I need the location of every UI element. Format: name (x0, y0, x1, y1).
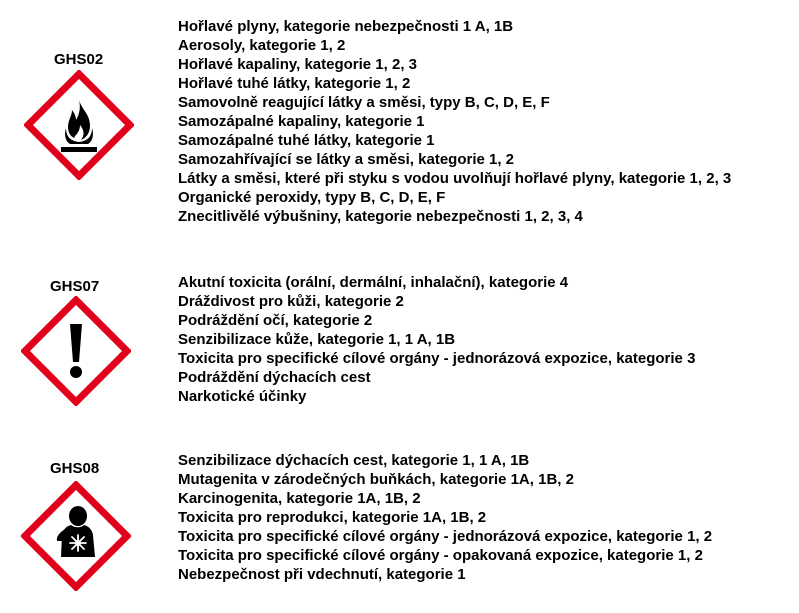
list-item: Aerosoly, kategorie 1, 2 (178, 37, 346, 54)
list-item: Znecitlivělé výbušniny, kategorie nebezpečnosti 1, 2, 3, 4 (178, 208, 583, 225)
list-item: Senzibilizace dýchacích cest, kategorie 1, 1 A, 1B (178, 452, 530, 469)
ghs07-item-list (178, 273, 695, 406)
list-item: Toxicita pro reprodukci, kategorie 1A, 1B, 2 (178, 509, 487, 526)
list-item: Dráždivost pro kůži, kategorie 2 (178, 293, 404, 310)
list-item: Podráždění dýchacích cest (178, 369, 371, 386)
list-item: Mutagenita v zárodečných buňkách, kategorie 1A, 1B, 2 (178, 471, 574, 488)
list-item: Toxicita pro specifické cílové orgány - opakovaná expozice, kategorie 1, 2 (178, 547, 703, 564)
list-item: Organické peroxidy, typy B, C, D, E, F (178, 189, 446, 206)
list-item: Samozápalné kapaliny, kategorie 1 (178, 113, 425, 130)
list-item: Podráždění očí, kategorie 2 (178, 312, 373, 329)
list-item: Samozápalné tuhé látky, kategorie 1 (178, 132, 435, 149)
list-item: Nebezpečnost při vdechnutí, kategorie 1 (178, 566, 466, 583)
list-item: Karcinogenita, kategorie 1A, 1B, 2 (178, 490, 421, 507)
ghs07-code: GHS07 (50, 278, 100, 295)
list-item: Samozahřívající se látky a směsi, kategorie 1, 2 (178, 151, 515, 168)
ghs08-code: GHS08 (50, 460, 100, 477)
exclamation-mark-icon (21, 296, 131, 406)
ghs08-item-list (178, 451, 712, 584)
list-item: Hořlavé kapaliny, kategorie 1, 2, 3 (178, 56, 418, 73)
list-item: Narkotické účinky (178, 388, 307, 405)
flame-icon (24, 70, 134, 180)
ghs02-item-list (178, 17, 731, 226)
list-item: Hořlavé plyny, kategorie nebezpečnosti 1 A, 1B (178, 18, 514, 35)
list-item: Senzibilizace kůže, kategorie 1, 1 A, 1B (178, 331, 456, 348)
list-item: Samovolně reagující látky a směsi, typy B, C, D, E, F (178, 94, 550, 111)
list-item: Hořlavé tuhé látky, kategorie 1, 2 (178, 75, 411, 92)
list-item: Akutní toxicita (orální, dermální, inhalační), kategorie 4 (178, 274, 569, 291)
list-item: Toxicita pro specifické cílové orgány - jednorázová expozice, kategorie 1, 2 (178, 528, 713, 545)
list-item: Látky a směsi, které při styku s vodou uvolňují hořlavé plyny, kategorie 1, 2, 3 (178, 170, 732, 187)
list-item: Toxicita pro specifické cílové orgány - jednorázová expozice, kategorie 3 (178, 350, 696, 367)
ghs02-code: GHS02 (54, 51, 104, 68)
health-hazard-icon (21, 481, 131, 591)
